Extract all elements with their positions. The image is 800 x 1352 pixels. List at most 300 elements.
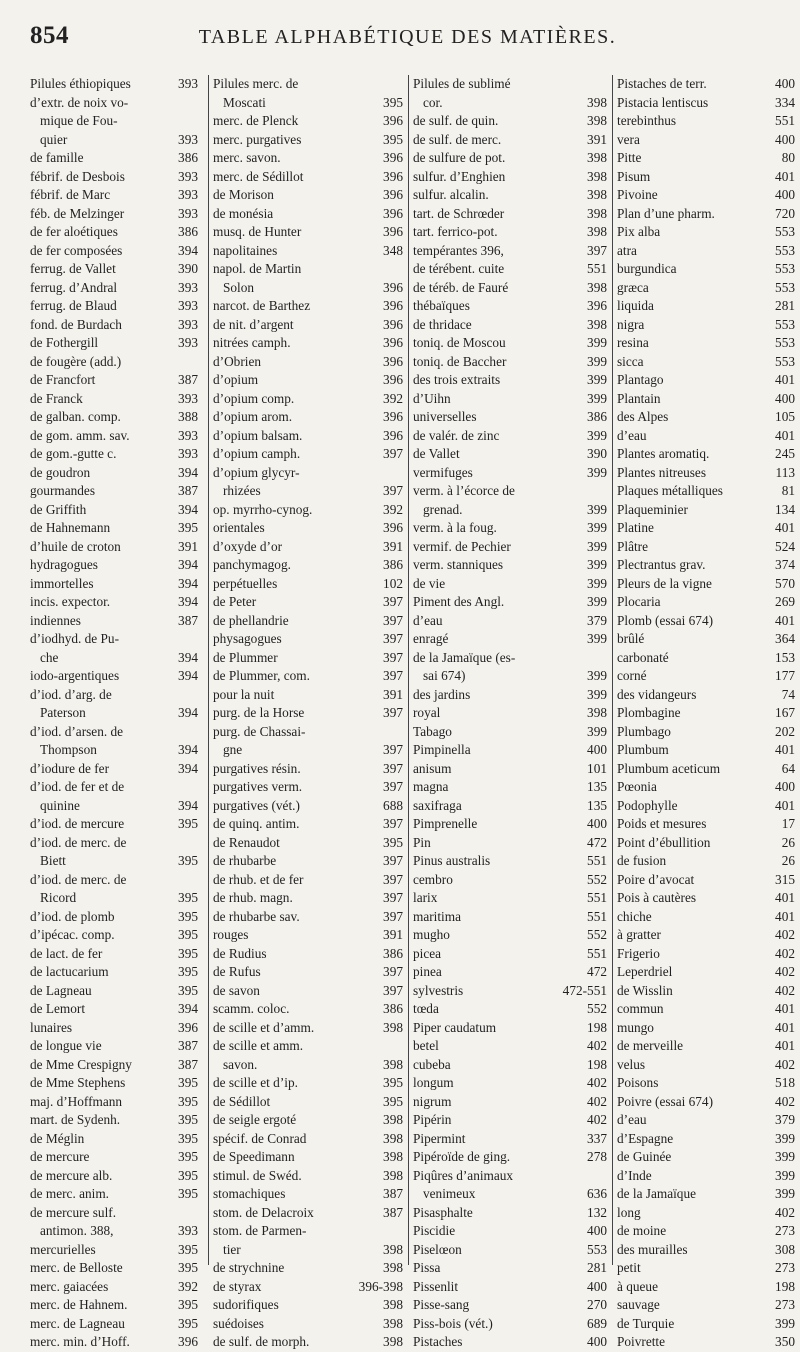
entry-page-ref: 386 <box>178 224 198 239</box>
entry-page-ref: 397 <box>383 631 403 646</box>
index-entry <box>413 926 607 945</box>
index-entry <box>617 445 795 464</box>
entry-page-ref: 393 <box>178 205 198 221</box>
index-entry <box>413 834 607 853</box>
entry-term: Plombagine <box>617 705 681 720</box>
entry-page-ref: 399 <box>775 1149 795 1164</box>
entry-term: Piment des Angl. <box>413 594 505 609</box>
entry-term: de sulfure de pot. <box>413 150 506 165</box>
index-entry <box>30 760 198 779</box>
index-entry <box>30 149 198 168</box>
entry-term: de seigle ergoté <box>213 1112 297 1127</box>
entry-page-ref: 399 <box>775 1130 795 1146</box>
entry-page-ref: 399 <box>587 427 607 443</box>
entry-page-ref: 393 <box>178 316 198 332</box>
entry-term: merc. de Sédillot <box>213 168 304 184</box>
index-entry <box>213 1333 403 1352</box>
index-entry <box>30 538 198 557</box>
index-entry <box>213 704 403 723</box>
index-entry <box>213 1278 403 1297</box>
entry-term: de famille <box>30 150 84 165</box>
index-entry <box>413 223 607 242</box>
entry-page-ref: 396 <box>383 187 403 202</box>
entry-term: tier <box>223 1241 241 1257</box>
index-entry <box>617 1222 795 1241</box>
entry-page-ref: 364 <box>775 631 795 646</box>
entry-page-ref: 396 <box>383 113 403 128</box>
index-entry <box>413 908 607 927</box>
entry-page-ref: 387 <box>383 1186 403 1201</box>
index-entry <box>617 723 795 742</box>
index-entry <box>213 630 403 649</box>
index-entry <box>617 1037 795 1056</box>
entry-term: de Lagneau <box>30 982 92 998</box>
entry-page-ref: 397 <box>383 483 403 498</box>
entry-page-ref: 395 <box>178 1315 198 1331</box>
index-entry <box>413 260 607 279</box>
index-entry <box>30 1111 198 1130</box>
entry-page-ref: 397 <box>383 779 403 794</box>
index-entry <box>413 1315 607 1334</box>
entry-term: d’opium camph. <box>213 446 301 461</box>
entry-page-ref: 398 <box>383 1019 403 1035</box>
entry-term: grenad. <box>423 501 463 517</box>
index-entry <box>213 186 403 205</box>
entry-term: carbonaté <box>617 649 669 665</box>
entry-term: d’Obrien <box>213 353 261 369</box>
entry-term: sulfur. d’Enghien <box>413 168 506 184</box>
entry-term: de quinq. antim. <box>213 816 300 831</box>
entry-page-ref: 393 <box>178 335 198 350</box>
index-entry <box>413 408 607 427</box>
entry-page-ref: 397 <box>383 890 403 905</box>
entry-term: de fusion <box>617 853 667 868</box>
entry-page-ref: 102 <box>383 575 403 591</box>
entry-page-ref: 386 <box>383 1001 403 1016</box>
index-entry <box>30 1056 198 1075</box>
index-entry <box>617 1130 795 1149</box>
entry-page-ref: 397 <box>383 982 403 998</box>
index-entry <box>617 815 795 834</box>
index-entry <box>30 908 198 927</box>
entry-page-ref: 552 <box>587 1001 607 1016</box>
index-entry <box>30 168 198 187</box>
entry-term: Leperdriel <box>617 964 673 979</box>
index-entry <box>413 1000 607 1019</box>
entry-term: de mercure sulf. <box>30 1204 117 1220</box>
entry-page-ref <box>400 260 403 279</box>
entry-term: des vidangeurs <box>617 686 697 702</box>
entry-page-ref: 395 <box>178 1093 198 1109</box>
entry-term: picea <box>413 945 442 961</box>
entry-term: spécif. de Conrad <box>213 1130 307 1146</box>
entry-term: stom. de Delacroix <box>213 1204 314 1220</box>
index-entry <box>213 760 403 779</box>
entry-term: féb. de Melzinger <box>30 205 125 221</box>
entry-term: mique de Fou- <box>40 113 118 128</box>
entry-page-ref: 397 <box>383 964 403 979</box>
entry-term: fébrif. de Desbois <box>30 168 125 184</box>
entry-term: Pois à cautères <box>617 890 697 905</box>
entry-page-ref: 552 <box>587 927 607 942</box>
entry-page-ref: 113 <box>775 464 795 480</box>
entry-term: Poisons <box>617 1075 659 1090</box>
entry-term: de Speedimann <box>213 1149 295 1164</box>
entry-page-ref: 393 <box>178 168 198 184</box>
index-entry <box>617 390 795 409</box>
index-entry <box>617 1056 795 1075</box>
entry-term: de valér. de zinc <box>413 427 500 443</box>
index-entry <box>413 131 607 150</box>
entry-page-ref: 396 <box>383 298 403 313</box>
index-entry <box>413 741 607 760</box>
entry-page-ref <box>195 834 198 853</box>
index-entry <box>213 75 403 94</box>
index-entry <box>213 1074 403 1093</box>
entry-page-ref: 392 <box>383 501 403 517</box>
entry-term: d’iod. de merc. de <box>30 834 127 850</box>
index-entry <box>617 945 795 964</box>
index-entry <box>413 334 607 353</box>
entry-page-ref: 399 <box>587 631 607 646</box>
index-entry <box>617 1148 795 1167</box>
index-entry <box>213 538 403 557</box>
entry-term: Pitte <box>617 150 642 165</box>
index-entry <box>213 575 403 594</box>
index-entry <box>213 1241 403 1260</box>
entry-term: liquida <box>617 298 654 313</box>
entry-term: de longue vie <box>30 1038 102 1053</box>
index-entry <box>30 1167 198 1186</box>
entry-term: fond. de Burdach <box>30 316 122 332</box>
index-entry <box>213 926 403 945</box>
entry-term: physagogues <box>213 631 282 646</box>
entry-term: napolitaines <box>213 242 278 258</box>
entry-page-ref: 398 <box>587 150 607 165</box>
entry-term: de la Jamaïque <box>617 1186 697 1201</box>
entry-term: quier <box>40 131 68 147</box>
entry-term: gourmandes <box>30 483 95 498</box>
entry-page-ref: 387 <box>178 612 198 628</box>
entry-page-ref: 350 <box>775 1334 795 1349</box>
index-entry <box>617 778 795 797</box>
entry-page-ref: 278 <box>587 1149 607 1164</box>
entry-page-ref: 337 <box>587 1130 607 1146</box>
index-entry <box>617 1315 795 1334</box>
index-entry <box>617 538 795 557</box>
entry-page-ref: 398 <box>587 205 607 221</box>
index-entry <box>413 205 607 224</box>
entry-page-ref: 398 <box>587 705 607 720</box>
entry-page-ref: 397 <box>383 594 403 609</box>
index-entry <box>30 242 198 261</box>
entry-page-ref: 402 <box>587 1093 607 1109</box>
entry-term: stomachiques <box>213 1186 286 1201</box>
entry-term: Thompson <box>40 742 97 757</box>
entry-term: Pisse-sang <box>413 1297 470 1312</box>
entry-term: toniq. de Baccher <box>413 353 507 369</box>
entry-page-ref: 397 <box>587 242 607 258</box>
entry-term: à queue <box>617 1278 658 1294</box>
entry-term: Tabago <box>413 723 452 739</box>
entry-term: ferrug. de Vallet <box>30 261 116 276</box>
entry-page-ref: 394 <box>178 501 198 517</box>
index-entry <box>617 630 795 649</box>
entry-term: de mercure <box>30 1149 90 1164</box>
entry-term: vermifuges <box>413 464 473 480</box>
index-entry <box>213 612 403 631</box>
index-entry <box>213 1019 403 1038</box>
index-entry <box>213 427 403 446</box>
entry-page-ref: 551 <box>587 945 607 961</box>
index-entry <box>413 723 607 742</box>
entry-term: atra <box>617 242 637 258</box>
entry-page-ref: 399 <box>587 335 607 350</box>
entry-term: d’iod. d’arsen. de <box>30 723 124 739</box>
entry-page-ref: 132 <box>587 1204 607 1220</box>
index-entry <box>213 223 403 242</box>
entry-term: napol. de Martin <box>213 261 302 276</box>
entry-page-ref: 398 <box>587 94 607 110</box>
index-entry <box>213 1056 403 1075</box>
entry-page-ref: 396 <box>383 316 403 332</box>
index-entry <box>617 1167 795 1186</box>
index-entry <box>413 1037 607 1056</box>
index-entry <box>413 482 607 501</box>
entry-term: pinea <box>413 964 442 979</box>
index-entry <box>213 945 403 964</box>
entry-term: ferrug. d’Andral <box>30 279 118 295</box>
entry-term: tart. de Schrœder <box>413 205 505 221</box>
entry-term: lunaires <box>30 1019 73 1035</box>
index-entry <box>617 186 795 205</box>
entry-page-ref: 393 <box>178 446 198 461</box>
index-entry <box>30 260 198 279</box>
entry-term: Piselœon <box>413 1241 462 1257</box>
index-entry <box>413 1278 607 1297</box>
index-entry <box>213 1130 403 1149</box>
entry-term: Pilules de sublimé <box>413 76 511 91</box>
entry-term: toniq. de Moscou <box>413 335 506 350</box>
entry-page-ref: 390 <box>587 446 607 461</box>
entry-page-ref: 720 <box>775 205 795 221</box>
entry-term: pour la nuit <box>213 686 275 702</box>
index-entry <box>413 297 607 316</box>
entry-term: d’Uihn <box>413 390 451 406</box>
entry-term: de Plummer <box>213 649 278 665</box>
entry-term: tart. ferrico-pot. <box>413 224 498 239</box>
entry-term: de mercure alb. <box>30 1167 113 1183</box>
entry-term: resina <box>617 335 649 350</box>
index-entry <box>413 575 607 594</box>
entry-term: Pivoine <box>617 187 658 202</box>
entry-page-ref: 26 <box>781 834 795 850</box>
entry-term: merc. de Belloste <box>30 1260 123 1275</box>
index-entry <box>213 316 403 335</box>
index-entry <box>213 741 403 760</box>
entry-page-ref: 398 <box>383 1112 403 1127</box>
entry-page-ref: 397 <box>383 649 403 665</box>
entry-page-ref: 273 <box>775 1260 795 1275</box>
index-entry <box>213 1037 403 1056</box>
entry-page-ref <box>604 75 607 94</box>
entry-page-ref: 553 <box>775 316 795 332</box>
entry-page-ref: 400 <box>775 76 795 91</box>
index-entry <box>30 427 198 446</box>
entry-page-ref: 398 <box>587 316 607 332</box>
index-entry <box>413 94 607 113</box>
entry-page-ref: 394 <box>178 760 198 776</box>
entry-page-ref: 395 <box>178 520 198 535</box>
entry-term: Pipérin <box>413 1112 452 1127</box>
entry-term: de Plummer, com. <box>213 668 310 683</box>
entry-page-ref: 387 <box>178 1038 198 1053</box>
entry-page-ref: 398 <box>383 1149 403 1164</box>
entry-term: de scille et d’amm. <box>213 1019 315 1035</box>
index-column-1 <box>30 75 198 1349</box>
entry-page-ref: 570 <box>775 575 795 591</box>
entry-page-ref: 399 <box>587 668 607 683</box>
index-entry <box>30 1315 198 1334</box>
index-entry <box>30 963 198 982</box>
index-entry <box>213 519 403 538</box>
entry-page-ref: 401 <box>775 797 795 813</box>
entry-page-ref: 401 <box>775 168 795 184</box>
entry-term: de lact. de fer <box>30 945 103 961</box>
index-entry <box>617 852 795 871</box>
entry-term: Pipéroïde de ging. <box>413 1149 511 1164</box>
index-entry <box>213 889 403 908</box>
index-entry <box>617 1019 795 1038</box>
entry-term: d’iodure de fer <box>30 760 110 776</box>
index-entry <box>213 1093 403 1112</box>
entry-term: velus <box>617 1056 646 1072</box>
entry-page-ref: 177 <box>775 668 795 683</box>
entry-term: Plan d’une pharm. <box>617 205 715 221</box>
index-entry <box>213 1204 403 1223</box>
entry-page-ref: 395 <box>383 1075 403 1090</box>
entry-term: vermif. de Pechier <box>413 538 511 554</box>
entry-term: des murailles <box>617 1241 688 1257</box>
entry-page-ref: 374 <box>775 557 795 572</box>
entry-page-ref: 273 <box>775 1223 795 1238</box>
index-entry <box>413 1056 607 1075</box>
entry-term: Pissa <box>413 1260 441 1275</box>
entry-page-ref: 395 <box>178 853 198 868</box>
entry-page-ref: 392 <box>178 1278 198 1294</box>
entry-page-ref: 401 <box>775 742 795 757</box>
index-entry <box>617 667 795 686</box>
entry-page-ref: 400 <box>587 816 607 831</box>
entry-term: de thridace <box>413 316 472 332</box>
index-column-4 <box>612 75 795 1349</box>
entry-page-ref: 400 <box>775 390 795 406</box>
entry-term: petit <box>617 1260 641 1275</box>
index-entry <box>30 334 198 353</box>
entry-term: d’eau <box>413 612 443 628</box>
index-entry <box>213 260 403 279</box>
entry-term: betel <box>413 1038 439 1053</box>
entry-page-ref: 387 <box>178 372 198 387</box>
index-entry <box>30 464 198 483</box>
entry-term: de merveille <box>617 1038 684 1053</box>
index-entry <box>413 149 607 168</box>
entry-term: nigrum <box>413 1093 452 1109</box>
entry-page-ref: 17 <box>781 816 795 831</box>
entry-page-ref: 394 <box>178 649 198 665</box>
index-entry <box>413 112 607 131</box>
index-entry <box>617 797 795 816</box>
entry-page-ref: 135 <box>587 779 607 794</box>
entry-term: de la Jamaïque (es- <box>413 649 516 665</box>
entry-term: chiche <box>617 908 652 924</box>
entry-page-ref: 396 <box>383 353 403 369</box>
entry-page-ref: 245 <box>775 446 795 461</box>
entry-page-ref: 396 <box>178 1019 198 1035</box>
entry-term: nigra <box>617 316 645 332</box>
index-entry <box>30 1000 198 1019</box>
index-entry <box>30 1222 198 1241</box>
index-column-2 <box>208 75 403 1349</box>
entry-term: de moine <box>617 1223 667 1238</box>
entry-term: de Wisslin <box>617 982 673 998</box>
index-entry <box>213 149 403 168</box>
entry-term: Platine <box>617 520 654 535</box>
entry-page-ref: 402 <box>775 945 795 961</box>
entry-page-ref: 379 <box>587 612 607 628</box>
entry-term: de merc. anim. <box>30 1186 110 1201</box>
index-entry <box>213 501 403 520</box>
index-entry <box>617 223 795 242</box>
index-entry <box>617 612 795 631</box>
index-entry <box>617 871 795 890</box>
entry-page-ref: 396 <box>383 279 403 295</box>
index-entry <box>413 649 607 668</box>
entry-term: merc. savon. <box>213 150 281 165</box>
index-entry <box>213 778 403 797</box>
entry-term: Pistacia lentiscus <box>617 94 709 110</box>
index-entry <box>617 1241 795 1260</box>
index-entry <box>413 1019 607 1038</box>
entry-term: Pistaches de terr. <box>617 76 707 91</box>
entry-term: Moscati <box>223 94 266 110</box>
entry-term: des Alpes <box>617 409 669 424</box>
entry-page-ref: 81 <box>781 483 795 498</box>
index-entry <box>30 778 198 797</box>
entry-term: de Vallet <box>413 446 460 461</box>
index-entry <box>213 1000 403 1019</box>
entry-term: Pisum <box>617 168 651 184</box>
entry-term: d’iod. d’arg. de <box>30 686 112 702</box>
entry-term: de sulf. de morph. <box>213 1334 310 1349</box>
entry-term: mugho <box>413 927 450 942</box>
index-entry <box>30 723 198 742</box>
entry-page-ref: 399 <box>587 686 607 702</box>
entry-term: de Mme Stephens <box>30 1075 126 1090</box>
entry-term: Piqûres d’animaux <box>413 1167 514 1183</box>
index-entry <box>30 1241 198 1260</box>
entry-page-ref: 394 <box>178 742 198 757</box>
entry-page-ref: 393 <box>178 279 198 295</box>
entry-page-ref: 402 <box>775 1056 795 1072</box>
entry-page-ref: 386 <box>383 557 403 572</box>
index-entry <box>30 75 198 94</box>
entry-term: de Franck <box>30 390 83 406</box>
index-entry <box>213 1148 403 1167</box>
entry-page-ref: 198 <box>775 1278 795 1294</box>
entry-term: Pleurs de la vigne <box>617 575 712 591</box>
entry-page-ref: 395 <box>178 927 198 942</box>
